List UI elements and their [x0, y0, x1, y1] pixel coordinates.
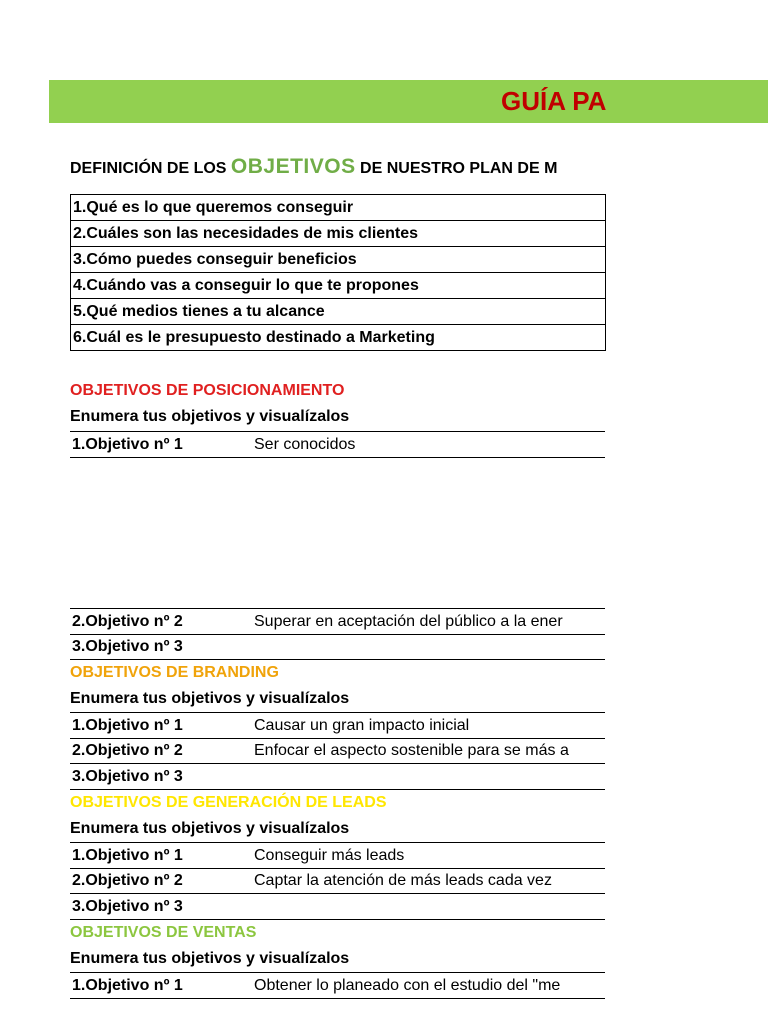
section-subtitle: Enumera tus objetivos y visualízalos [70, 950, 350, 967]
objective-row[interactable] [70, 431, 605, 458]
definition-accent: OBJETIVOS [230, 155, 356, 178]
objective-label: 1.Objetivo nº 1 [72, 717, 183, 734]
objective-label: 1.Objetivo nº 1 [72, 847, 183, 864]
objective-row[interactable] [70, 868, 605, 894]
objective-label: 1.Objetivo nº 1 [72, 977, 183, 994]
section-title-posicionamiento: OBJETIVOS DE POSICIONAMIENTO [70, 382, 345, 399]
section-subtitle: Enumera tus objetivos y visualízalos [70, 820, 350, 837]
definition-heading [70, 152, 557, 182]
question-row[interactable]: 6.Cuál es le presupuesto destinado a Marketing [73, 329, 435, 346]
objective-value: Obtener lo planeado con el estudio del "me [254, 977, 561, 994]
objective-label: 2.Objetivo nº 2 [72, 872, 183, 889]
objective-label: 2.Objetivo nº 2 [72, 613, 183, 630]
objective-value: Ser conocidos [254, 436, 356, 453]
question-row[interactable]: 2.Cuáles son las necesidades de mis clientes [71, 221, 605, 247]
objective-value: Conseguir más leads [254, 847, 405, 864]
questions-table [70, 194, 606, 351]
objective-row[interactable] [70, 894, 605, 920]
question-row[interactable]: 5.Qué medios tienes a tu alcance [71, 299, 605, 325]
section-subtitle: Enumera tus objetivos y visualízalos [70, 690, 350, 707]
question-row[interactable]: 3.Cómo puedes conseguir beneficios [71, 247, 605, 273]
objective-label: 3.Objetivo nº 3 [72, 638, 183, 655]
section-title-branding: OBJETIVOS DE BRANDING [70, 664, 279, 681]
question-row[interactable]: 4.Cuándo vas a conseguir lo que te propones [71, 273, 605, 299]
section-title-ventas: OBJETIVOS DE VENTAS [70, 924, 257, 941]
objective-value: Causar un gran impacto inicial [254, 717, 470, 734]
title-banner [49, 80, 768, 123]
objective-label: 2.Objetivo nº 2 [72, 742, 183, 759]
definition-prefix: DEFINICIÓN DE LOS [70, 160, 231, 177]
objective-row[interactable] [70, 608, 605, 635]
objective-row[interactable] [70, 634, 605, 660]
section-subtitle: Enumera tus objetivos y visualízalos [70, 408, 350, 425]
objective-label: 1.Objetivo nº 1 [72, 436, 183, 453]
objective-row[interactable] [70, 842, 605, 869]
objective-row[interactable] [70, 764, 605, 790]
definition-suffix: DE NUESTRO PLAN DE M [355, 160, 558, 177]
objective-value: Superar en aceptación del público a la ener [254, 613, 563, 630]
objective-row[interactable] [70, 738, 605, 764]
objective-row[interactable] [70, 712, 605, 739]
objective-row[interactable] [70, 972, 605, 999]
objective-value: Enfocar el aspecto sostenible para se más a [254, 742, 569, 759]
objective-label: 3.Objetivo nº 3 [72, 898, 183, 915]
section-title-leads: OBJETIVOS DE GENERACIÓN DE LEADS [70, 794, 387, 811]
objective-value: Captar la atención de más leads cada vez [254, 872, 552, 889]
question-row[interactable]: 1.Qué es lo que queremos conseguir [71, 195, 605, 221]
objective-label: 3.Objetivo nº 3 [72, 768, 183, 785]
page-title: GUÍA PA [501, 86, 607, 116]
